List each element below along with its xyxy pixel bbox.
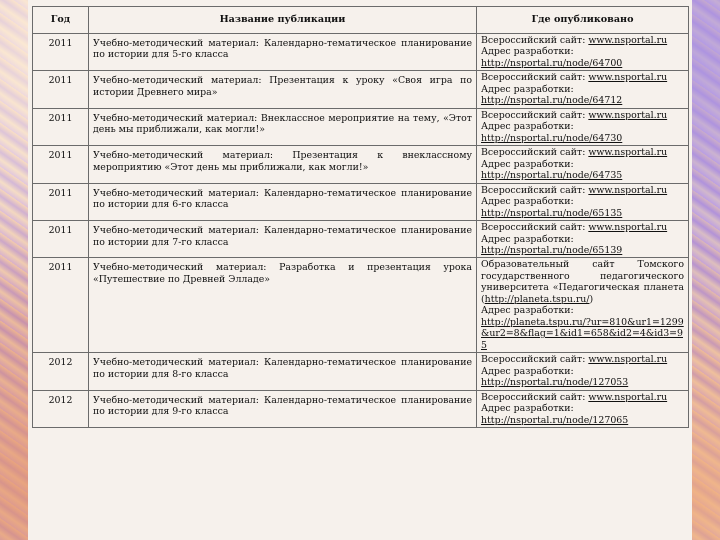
site-link[interactable]: www.nsportal.ru xyxy=(588,35,668,46)
site-link[interactable]: www.nsportal.ru xyxy=(588,184,668,196)
address-label: Адрес разработки: xyxy=(481,83,574,95)
table-header-row xyxy=(33,7,689,34)
address-link[interactable]: http://nsportal.ru/node/65135 xyxy=(481,207,623,219)
title-cell: Учебно-методический материал: Календарно-тематическое планирование по истории для 9-го класса xyxy=(89,390,477,427)
address-label: Адрес разработки: xyxy=(481,305,574,317)
place-cell xyxy=(477,34,689,71)
place-cell xyxy=(477,258,689,353)
year-cell: 2011 xyxy=(33,34,89,71)
address-label: Адрес разработки: xyxy=(481,403,574,415)
address-label: Адрес разработки: xyxy=(481,233,574,245)
site-link[interactable]: www.nsportal.ru xyxy=(588,354,668,366)
table-row xyxy=(33,146,689,183)
address-link[interactable]: http://planeta.tspu.ru/?ur=810&ur1=1299&ur2=8&flag=1&id1=658&id2=4&id3=95 xyxy=(481,316,684,351)
title-cell: Учебно-методический материал: Презентация к внеклассному мероприятию «Этот день мы приближали, как могли!» xyxy=(89,146,477,183)
year-cell: 2012 xyxy=(33,353,89,390)
site-prefix: Всероссийский сайт: xyxy=(481,109,586,121)
year-cell: 2011 xyxy=(33,258,89,353)
header-place: Где опубликовано xyxy=(477,7,689,34)
table-row xyxy=(33,183,689,220)
address-label: Адрес разработки: xyxy=(481,121,574,133)
header-title: Название публикации xyxy=(89,7,477,34)
publications-table xyxy=(32,6,689,428)
site-prefix: Всероссийский сайт: xyxy=(481,72,586,84)
address-label: Адрес разработки: xyxy=(481,196,574,208)
header-year: Год xyxy=(33,7,89,34)
year-cell: 2012 xyxy=(33,390,89,427)
place-link[interactable]: http://planeta.tspu.ru/ xyxy=(484,293,590,305)
address-link[interactable]: http://nsportal.ru/node/64712 xyxy=(481,95,623,107)
address-link[interactable]: http://nsportal.ru/node/64700 xyxy=(481,57,623,69)
place-text-end: ) xyxy=(589,293,594,305)
table-row xyxy=(33,108,689,145)
title-cell: Учебно-методический материал: Календарно-тематическое планирование по истории для 8-го класса xyxy=(89,353,477,390)
site-prefix: Всероссийский сайт: xyxy=(481,147,586,159)
address-link[interactable]: http://nsportal.ru/node/64730 xyxy=(481,132,623,144)
site-prefix: Всероссийский сайт: xyxy=(481,391,586,403)
document-sheet xyxy=(28,0,692,540)
year-cell: 2011 xyxy=(33,183,89,220)
place-cell xyxy=(477,183,689,220)
place-cell xyxy=(477,71,689,108)
table-row xyxy=(33,221,689,258)
year-cell: 2011 xyxy=(33,108,89,145)
address-link[interactable]: http://nsportal.ru/node/127065 xyxy=(481,414,629,426)
place-cell xyxy=(477,390,689,427)
site-link[interactable]: www.nsportal.ru xyxy=(588,109,668,121)
title-cell: Учебно-методический материал: Календарно-тематическое планирование по истории для 5-го класса xyxy=(89,34,477,71)
site-link[interactable]: www.nsportal.ru xyxy=(588,391,668,403)
address-link[interactable]: http://nsportal.ru/node/64735 xyxy=(481,170,623,182)
table-row xyxy=(33,390,689,427)
site-prefix: Всероссийский сайт: xyxy=(481,184,586,196)
table-row xyxy=(33,71,689,108)
table-row xyxy=(33,34,689,71)
address-label: Адрес разработки: xyxy=(481,365,574,377)
place-cell xyxy=(477,108,689,145)
place-cell xyxy=(477,221,689,258)
place-text: Образовательный сайт Томского государственного педагогического университета «Педагогическая планета ( xyxy=(481,259,684,305)
site-prefix: Всероссийский сайт: xyxy=(481,354,586,366)
year-cell: 2011 xyxy=(33,221,89,258)
title-cell: Учебно-методический материал: Презентация к уроку «Своя игра по истории Древнего мира» xyxy=(89,71,477,108)
site-link[interactable]: www.nsportal.ru xyxy=(588,72,668,84)
address-link[interactable]: http://nsportal.ru/node/65139 xyxy=(481,244,623,256)
address-label: Адрес разработки: xyxy=(481,46,574,58)
address-label: Адрес разработки: xyxy=(481,158,574,170)
site-prefix: Всероссийский сайт: xyxy=(481,35,586,46)
place-cell xyxy=(477,146,689,183)
year-cell: 2011 xyxy=(33,71,89,108)
address-link[interactable]: http://nsportal.ru/node/127053 xyxy=(481,377,629,389)
site-link[interactable]: www.nsportal.ru xyxy=(588,147,668,159)
year-cell: 2011 xyxy=(33,146,89,183)
site-prefix: Всероссийский сайт: xyxy=(481,222,586,234)
table-row xyxy=(33,258,689,353)
title-cell: Учебно-методический материал: Календарно-тематическое планирование по истории для 6-го класса xyxy=(89,183,477,220)
site-link[interactable]: www.nsportal.ru xyxy=(588,222,668,234)
title-cell: Учебно-методический материал: Разработка и презентация урока «Путешествие по Древней Элладе» xyxy=(89,258,477,353)
title-cell: Учебно-методический материал: Внеклассное мероприятие на тему, «Этот день мы приближали, как могли!» xyxy=(89,108,477,145)
table-row xyxy=(33,353,689,390)
place-cell xyxy=(477,353,689,390)
title-cell: Учебно-методический материал: Календарно-тематическое планирование по истории для 7-го класса xyxy=(89,221,477,258)
